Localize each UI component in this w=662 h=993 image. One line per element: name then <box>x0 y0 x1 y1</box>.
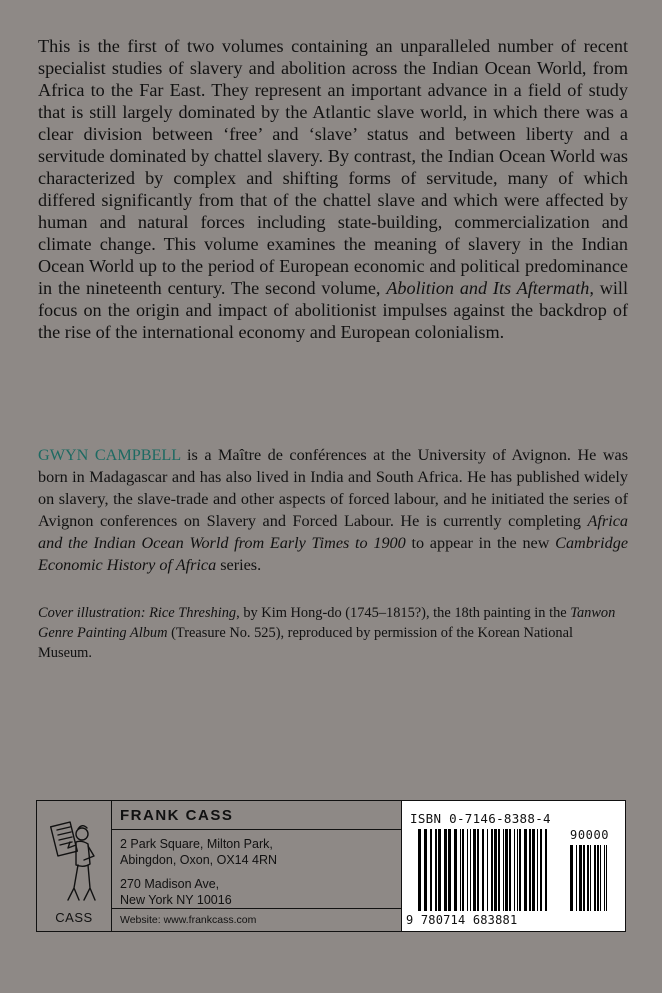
barcode-bar <box>435 829 437 911</box>
author-name: GWYN CAMPBELL <box>38 446 181 464</box>
barcode-bar <box>519 829 521 911</box>
barcode-addon-number: 90000 <box>570 828 610 842</box>
credit-album-title: Tanwon Genre Painting Album <box>38 605 616 641</box>
barcode-bar <box>517 829 518 911</box>
bio-book-title: Africa and the Indian Ocean World from Early Times to 1900 <box>38 512 628 552</box>
barcode-bar <box>570 845 573 911</box>
address-us-line1: 270 Madison Ave, <box>120 877 220 891</box>
bio-text-2: to appear in the new <box>405 534 556 552</box>
barcode-bar <box>424 829 427 911</box>
barcode-bar <box>604 845 605 911</box>
barcode-bar <box>487 829 488 911</box>
blurb-text-2: will focus on the origin and impact of abolitionist impulses against the backdrop of the rise of the international economy and European colonialism. <box>38 278 629 342</box>
barcode-bar <box>594 845 596 911</box>
publisher-name: FRANK CASS <box>112 801 401 830</box>
barcode-bar <box>600 845 601 911</box>
barcode-bar <box>505 829 508 911</box>
barcode-bar <box>524 829 527 911</box>
barcode-bar <box>418 829 421 911</box>
barcode-bar <box>448 829 451 911</box>
barcode-bar <box>444 829 447 911</box>
barcode-bar <box>537 829 538 911</box>
barcode-bar <box>454 829 457 911</box>
barcode-bar <box>514 829 515 911</box>
ean-number: 9 780714 683881 <box>406 913 518 927</box>
barcode-bar <box>503 829 504 911</box>
barcode-bar <box>470 829 471 911</box>
cover-illustration-credit <box>38 603 628 663</box>
barcode-bar <box>606 845 607 911</box>
barcode-bar <box>532 829 535 911</box>
logo-wordmark: CASS <box>55 910 93 925</box>
barcode-bar <box>597 845 599 911</box>
credit-text-1: , by Kim Hong-do (1745–1815?), the 18th painting in the <box>236 605 571 621</box>
credit-text-2: (Treasure No. 525), reproduced by permission of the Korean National Museum. <box>38 625 574 661</box>
author-bio <box>38 444 628 576</box>
barcode-bar <box>583 845 585 911</box>
scribe-figure-icon <box>48 818 100 906</box>
bio-series-title: Cambridge Economic History of Africa <box>38 534 628 574</box>
barcode-bar <box>509 829 511 911</box>
isbn-number: ISBN 0-7146-8388-4 <box>410 811 551 826</box>
barcode-bar <box>477 829 479 911</box>
blurb-text-1: This is the first of two volumes containing an unparalleled number of recent specialist studies of slavery and abolition across the Indian Ocean World, from Africa to the Far East. They represent an important advance in a field of study that is still largely dominated by the Atlantic slave world, in which there was a clear division between ‘free’ and ‘slave’ status and between liberty and a servitude dominated by chattel slavery. By contrast, the Indian Ocean World was characterized by complex and shifting forms of servitude, many of which differed significantly from that of the chattel slave and which were affected by human and natural forces including state-building, commercialization and climate change. This volume examines the meaning of slavery in the Indian Ocean World up to the period of European economic and political predominance in the nineteenth century. The second volume, <box>38 36 628 298</box>
barcode-bar <box>491 829 493 911</box>
barcode-bar <box>438 829 441 911</box>
publisher-logo <box>37 801 112 931</box>
barcode-bar <box>467 829 468 911</box>
barcode-bar <box>430 829 432 911</box>
bio-text-1: is a Maître de conférences at the University of Avignon. He was born in Madagascar and has also lived in India and South Africa. He has published widely on slavery, the slave-trade and other aspects of forced labour, and he initiated the series of Avignon conferences on Slavery and Forced Labour. He is currently completing <box>38 446 628 530</box>
credit-lead: Cover illustration: Rice Threshing <box>38 605 237 621</box>
barcode-bar <box>590 845 591 911</box>
barcode-bar <box>462 829 464 911</box>
address-uk-line1: 2 Park Square, Milton Park, <box>120 837 273 851</box>
barcode-bar <box>540 829 542 911</box>
barcode-bar <box>579 845 582 911</box>
barcode-bar <box>473 829 476 911</box>
barcode-bar <box>482 829 484 911</box>
address-us-line2: New York NY 10016 <box>120 893 232 907</box>
address-uk-line2: Abingdon, Oxon, OX14 4RN <box>120 853 278 867</box>
barcode-bar <box>587 845 589 911</box>
publisher-website: Website: www.frankcass.com <box>112 908 401 932</box>
bio-text-3: series. <box>216 556 262 574</box>
isbn-barcode <box>402 801 625 931</box>
barcode-bar <box>498 829 500 911</box>
barcode-bar <box>576 845 577 911</box>
barcode-bar <box>460 829 461 911</box>
ean-barcode-bars <box>402 801 622 931</box>
publisher-box <box>36 800 626 932</box>
publisher-address-uk <box>112 830 401 868</box>
barcode-bar <box>529 829 531 911</box>
blurb-volume-title: Abolition and Its Aftermath, <box>386 278 594 298</box>
barcode-bar <box>494 829 497 911</box>
back-cover-blurb <box>38 35 628 343</box>
publisher-address-us <box>112 868 401 908</box>
barcode-bar <box>545 829 547 911</box>
publisher-info <box>112 801 402 931</box>
